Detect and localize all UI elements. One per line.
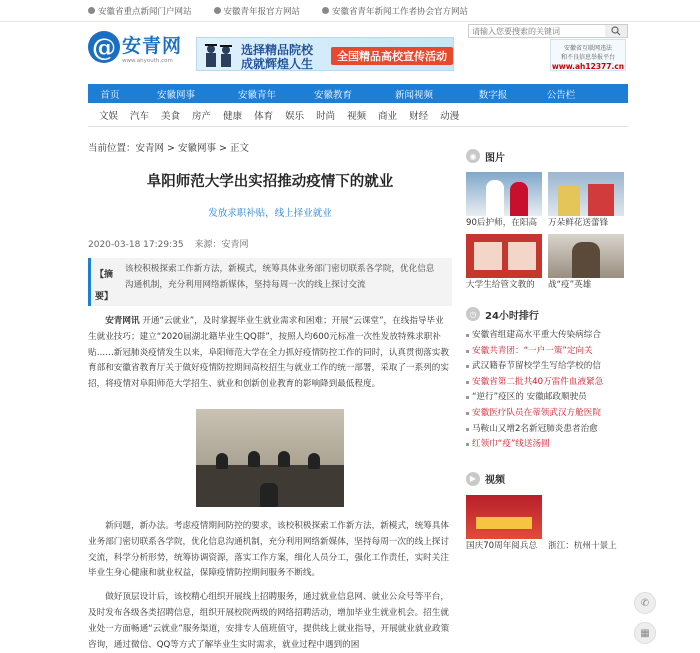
picture-item[interactable] [466, 234, 542, 296]
picture-item[interactable] [548, 234, 624, 296]
video-caption: 浙江：杭州十景上 [548, 540, 617, 551]
logo-name: 安青网 [122, 34, 183, 57]
qrcode-icon[interactable]: ▦ [634, 622, 656, 644]
ranking-item-text: 马鞍山又增2名新冠肺炎患者治愈 [472, 423, 598, 434]
wechat-icon[interactable]: ✆ [634, 592, 656, 614]
ranking-header [466, 306, 626, 322]
site-logo[interactable] [88, 27, 188, 67]
article-subtitle: 发放求职补贴，线上择业就业 [208, 208, 332, 219]
video-thumb [548, 495, 624, 539]
site-icon [322, 7, 329, 14]
topbar-item[interactable] [88, 5, 192, 17]
main-nav [88, 84, 628, 103]
topbar-item-label: 安徽省重点新闻门户网站 [98, 6, 192, 17]
video-item[interactable] [466, 495, 542, 557]
header [88, 27, 628, 75]
picture-thumb [466, 234, 542, 278]
article-paragraph [88, 314, 452, 393]
ranking-item-text: 安徽省第二批共40万雷件血液紧急 [472, 376, 604, 387]
sidebar [466, 148, 626, 557]
pictures-title: 图片 [485, 152, 505, 164]
nav-item-notice[interactable]: 公告栏 [546, 89, 576, 101]
at-logo-icon: @ [88, 31, 120, 63]
picture-thumb [548, 234, 624, 278]
picture-item[interactable] [548, 172, 624, 234]
nav-item-digital-paper[interactable]: 数字报 [478, 89, 508, 101]
subnav-item[interactable]: 文娱 [99, 111, 119, 122]
picture-item[interactable] [466, 172, 542, 234]
ranking-item[interactable] [466, 406, 626, 422]
picture-caption: 万朵鲜花送蕾锋 [548, 218, 609, 228]
nav-item-home[interactable]: 首页 [100, 89, 120, 101]
summary-tag: 【摘要】 [95, 270, 114, 302]
banner-line2: 成就辉煌人生 [241, 57, 314, 71]
picture-caption: 90后护师，在阳高 [466, 218, 538, 228]
article-meta [88, 237, 452, 250]
subnav-item[interactable]: 商业 [378, 111, 398, 122]
breadcrumb[interactable]: 当前位置：安青网 > 安徽网事 > 正文 [88, 143, 249, 154]
report-line1: 安徽省互联网违法 [563, 45, 612, 52]
picture-thumb [466, 172, 542, 216]
ranking-item-text: 安徽省组建高水平重大传染病综合 [472, 330, 601, 340]
ranking-item[interactable] [466, 344, 626, 360]
nav-item-anhui-education[interactable]: 安徽教育 [313, 89, 352, 101]
article-title: 阜阳师范大学出实招推动疫情下的就业 [146, 174, 394, 190]
ranking-list [466, 328, 626, 453]
search-box [468, 24, 628, 38]
top-bar [0, 0, 700, 22]
report-line2: 和不良信息举报平台 [560, 54, 615, 61]
subnav-item[interactable]: 视频 [347, 111, 367, 122]
article-paragraph: 做好顶层设计后，该校精心组织开展线上招聘服务，通过就业信息网、就业公众号等平台，及时发布各级各类招聘信息，组织开展校院两级的网络招聘活动，增加毕业生就业机会。招生就业处一方面畅通“云就业”服务渠道，安排专人值班值守，提供线上就业指导，开展就业就业政策咨询，通过微信、QQ等方式了解毕业生实时需求，就业过程中遇到的困 [88, 592, 450, 650]
banner-line1: 选择精品院校 [241, 43, 314, 57]
topbar-item-label: 安徽青年报官方网站 [223, 6, 301, 17]
ranking-item[interactable] [466, 375, 626, 391]
site-icon [214, 7, 221, 14]
pictures-grid [466, 172, 626, 296]
picture-caption: 大学生给管文教的 [466, 280, 535, 290]
ranking-item-text: “逆行”疫区的 安徽邮政顺驶员 [472, 392, 587, 403]
ranking-item[interactable] [466, 422, 626, 438]
search-button[interactable] [605, 25, 627, 37]
nav-item-anhui-youth[interactable]: 安徽青年 [237, 89, 276, 101]
graduates-icon [201, 41, 237, 69]
article-date: 2020-03-18 17:29:35 [88, 240, 184, 250]
ranking-item-text: 安徽共青团：“一户一策”定向关 [472, 345, 593, 356]
banner-tag: 全国精品高校宣传活动 [331, 47, 453, 65]
article-source: 来源：安青网 [194, 240, 249, 250]
subnav-item[interactable]: 房产 [192, 111, 212, 122]
ranking-item[interactable] [466, 328, 626, 344]
ranking-item[interactable] [466, 390, 626, 406]
clock-icon: ◷ [466, 307, 480, 321]
topbar-item[interactable] [214, 5, 301, 17]
subnav-item[interactable]: 汽车 [130, 111, 150, 122]
nav-item-news-video[interactable]: 新闻视频 [394, 89, 433, 101]
subnav-item[interactable]: 健康 [223, 111, 243, 122]
topbar-item[interactable] [322, 5, 468, 17]
article-photo [196, 409, 344, 507]
pictures-header [466, 148, 626, 164]
ranking-item-text: 安徽医疗队员在蒂领武汉方舱医院 [472, 407, 601, 418]
topbar-item-label: 安徽省青年新闻工作者协会官方网站 [332, 6, 469, 17]
search-icon [611, 26, 621, 36]
picture-caption: 战“疫”英雄 [548, 280, 592, 290]
summary-text: 该校积极探索工作新方法，新模式，统筹具体业务部门密切联系各学院，优化信息沟通机制，充分利用网络新媒体，坚持每周一次的线上探讨交流 [125, 264, 435, 290]
logo-url: www.ahyouth.com [122, 57, 173, 64]
ranking-item[interactable] [466, 437, 626, 453]
video-item[interactable] [548, 495, 624, 557]
picture-thumb [548, 172, 624, 216]
article [88, 170, 452, 653]
report-number: www.ah12377.cn [551, 62, 625, 71]
report-platform-link[interactable] [550, 39, 626, 71]
ranking-title: 24小时排行 [485, 310, 539, 322]
video-thumb [466, 495, 542, 539]
article-paragraph: 新问题，新办法。考虑疫情期间防控的要求，该校积极探索工作新方法，新模式，统筹具体业务部门密切联系各学院，优化信息沟通机制，充分利用网络新媒体，坚持每周一次的线上探讨交流，科学分析形势，统筹协调资源，落实工作方案，细化人员分工，强化工作责任，实时关注毕业生身心健康和就业权益，保障疫情防控期间服务不断线。 [88, 520, 449, 579]
video-grid [466, 495, 626, 557]
play-icon: ▶ [466, 472, 480, 486]
video-caption: 国庆70周年阅兵总 [466, 540, 538, 551]
ranking-item-text: 武汉籍春节留校学生写给学校的信 [472, 361, 601, 372]
ad-banner[interactable] [196, 37, 454, 71]
camera-icon: ◉ [466, 149, 480, 163]
video-header [466, 471, 626, 487]
search-input[interactable] [469, 25, 605, 37]
nav-item-anhui-news[interactable]: 安徽网事 [156, 89, 195, 101]
subnav-item[interactable]: 时尚 [316, 111, 336, 122]
paragraph-text: 开通“云就业”，及时掌握毕业生就业需求和困难；开展“云课堂”，在线指导毕业生就业技巧；建立“2020届湖北籍毕业生QQ群”，按照人均600元标准一次性发放特殊求职补贴……新冠肺炎疫情发生以来，阜阳师范大学在全力抓好疫情防控工作的同时，认真贯彻落实教育部和安徽省教育厅关于做好疫情防控期间高校招生与就业工作的统一部署，采取了一系列的实招，将疫情对阜阳师范大学招生、就业和创新创业教育的影响降到最低程度。 [88, 316, 449, 390]
subnav-item[interactable]: 动漫 [440, 111, 460, 122]
article-summary [88, 258, 452, 306]
video-title: 视频 [485, 475, 505, 487]
subnav-item[interactable]: 娱乐 [285, 111, 305, 122]
subnav-item[interactable]: 财经 [409, 111, 429, 122]
subnav-item[interactable]: 体育 [254, 111, 274, 122]
lead-label: 安青网讯 [105, 316, 140, 326]
divider [88, 126, 628, 127]
site-icon [88, 7, 95, 14]
sub-nav [88, 108, 628, 122]
ranking-item[interactable] [466, 359, 626, 375]
ranking-item-text: 红领巾“疫”线送汤圆 [472, 439, 550, 450]
subnav-item[interactable]: 美食 [161, 111, 181, 122]
